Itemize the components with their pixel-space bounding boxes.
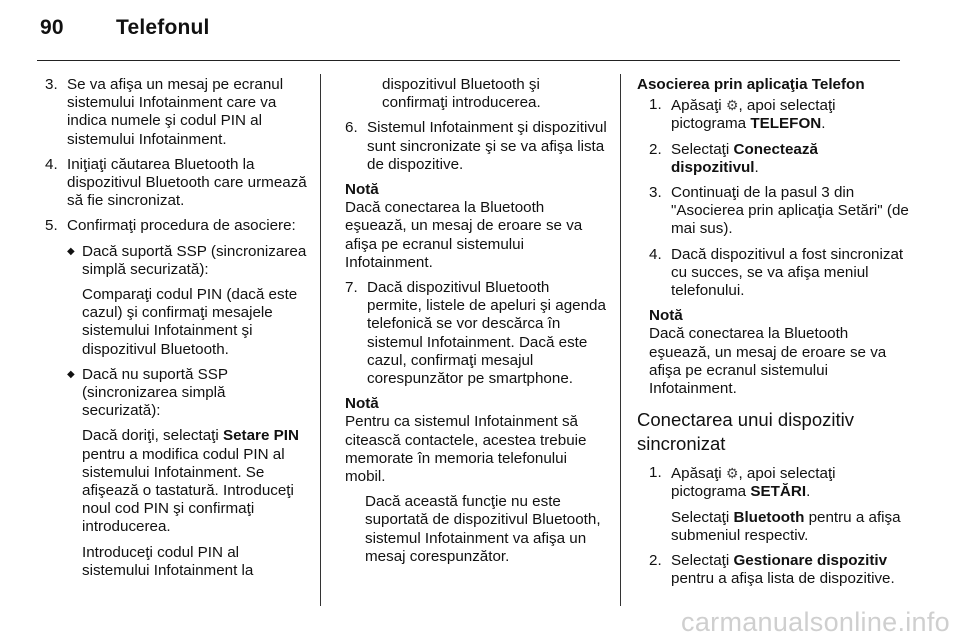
setari-label: SETĂRI xyxy=(750,483,807,501)
bullet-text: Dacă suportă SSP (sincronizarea simplă securizată): xyxy=(82,242,307,278)
step-5 xyxy=(45,217,307,235)
text-span: Apăsaţi xyxy=(671,97,726,115)
diamond-bullet-icon: ◆ xyxy=(67,245,75,257)
telefon-label: TELEFON xyxy=(750,115,822,133)
settings-icon: ⚙ xyxy=(725,465,739,482)
pair-step-4 xyxy=(649,246,909,301)
bullet-ssp-detail: Comparaţi codul PIN (dacă este cazul) şi confirmaţi mesajele sistemului Infotainment şi dispozitivul Bluetooth. xyxy=(82,286,298,358)
bullet-no-ssp xyxy=(45,366,307,421)
step-text: Sistemul Infotainment şi dispozitivul sunt sincronizate şi se va afişa lista de dispozitive. xyxy=(367,119,607,173)
text-span: Selectaţi xyxy=(671,508,734,526)
connect-step-1-detail xyxy=(649,509,909,545)
bullet-ssp xyxy=(45,243,307,279)
text-span: Apăsaţi xyxy=(671,465,726,483)
step-3 xyxy=(45,76,307,149)
connect-step-1 xyxy=(649,464,909,501)
step-7 xyxy=(345,279,607,388)
note-heading: Notă xyxy=(345,181,379,199)
pair-step-3 xyxy=(649,184,909,239)
note-indented-text: Dacă această funcţie nu este suportată de dispozitivul Bluetooth, sistemul Infotainment va afişa un mesaj corespunzător. xyxy=(365,493,601,565)
bullet-text: Dacă nu suportă SSP (sincronizarea simplă securizată): xyxy=(82,365,228,420)
column-3 xyxy=(637,76,909,595)
column-divider-2 xyxy=(620,74,621,606)
text-span: , apoi selectaţi pictograma xyxy=(671,465,836,501)
step-number: 2. xyxy=(649,552,662,570)
step-text: Iniţiaţi căutarea Bluetooth la dispozitivul Bluetooth care urmează să fie sincronizat. xyxy=(67,155,307,210)
step-text: Confirmaţi procedura de asociere: xyxy=(67,217,296,235)
text-span: . xyxy=(806,483,811,501)
column-1 xyxy=(45,76,307,587)
text-span: Selectaţi xyxy=(671,140,734,158)
diamond-bullet-icon: ◆ xyxy=(67,368,75,380)
pair-step-2 xyxy=(649,141,909,177)
step-text: Continuaţi de la pasul 3 din "Asocierea prin aplicaţia Setări" (de mai sus). xyxy=(671,184,909,238)
note-text: Dacă conectarea la Bluetooth eşuează, un mesaj de eroare se va afişa pe ecranul sistemului Infotainment. xyxy=(345,199,583,271)
section-heading: Asocierea prin aplicaţia Telefon xyxy=(637,76,865,93)
text-span: Dacă doriţi, selectaţi xyxy=(82,427,223,445)
step-text: Dacă dispozitivul Bluetooth permite, listele de apeluri şi agenda telefonică se vor descărca în sistemul Infotainment. Dacă este cazul, confirmaţi mesajul corespunzător pe smartphone. xyxy=(367,279,606,388)
step-number: 6. xyxy=(345,119,358,137)
step-6 xyxy=(345,119,607,174)
setare-pin-label: Setare PIN xyxy=(222,427,299,445)
step-text: Se va afişa un mesaj pe ecranul sistemului Infotainment care va indica numele şi codul PIN al sistemului Infotainment. xyxy=(67,76,284,148)
step-number: 2. xyxy=(649,140,662,158)
column-divider-1 xyxy=(320,74,321,606)
bullet-no-ssp-detail-2: Introduceţi codul PIN al sistemului Infotainment la xyxy=(82,543,254,579)
page-title: Telefonul xyxy=(116,16,210,39)
section-title: Conectarea unui dispozitiv sincronizat xyxy=(637,409,854,455)
text-span: Selectaţi xyxy=(671,552,734,570)
step-number: 4. xyxy=(45,155,58,173)
step-number: 1. xyxy=(649,464,662,482)
step-number: 3. xyxy=(649,184,662,202)
text-span: . xyxy=(754,158,759,176)
watermark: carmanualsonline.info xyxy=(681,607,950,637)
step-number: 3. xyxy=(45,76,58,93)
settings-icon: ⚙ xyxy=(725,97,739,114)
text-span: pentru a modifica codul PIN al sistemului Infotainment. Se afişează o tastatură. Introduceţi noul cod PIN şi confirmaţi introducerea. xyxy=(82,445,294,536)
text-span: pentru a afişa lista de dispozitive. xyxy=(671,570,895,588)
step-text: Dacă dispozitivul a fost sincronizat cu succes, se va afişa meniul telefonului. xyxy=(671,245,904,300)
page-number: 90 xyxy=(40,16,64,39)
step-number: 1. xyxy=(649,96,662,114)
manage-device-label: Gestionare dispozitiv xyxy=(733,552,888,570)
text-span: pentru a afişa submeniul respectiv. xyxy=(671,508,901,544)
header-rule xyxy=(37,60,900,61)
step-number: 7. xyxy=(345,279,358,297)
step-4 xyxy=(45,156,307,211)
note-heading: Notă xyxy=(649,307,683,325)
step-number: 4. xyxy=(649,245,662,263)
step-number: 5. xyxy=(45,217,58,235)
pair-step-1 xyxy=(649,96,909,133)
bluetooth-label: Bluetooth xyxy=(733,508,805,526)
text-span: . xyxy=(821,115,826,133)
text-span: , apoi selectaţi pictograma xyxy=(671,97,836,133)
column-2 xyxy=(345,76,607,573)
note-text: Pentru ca sistemul Infotainment să citească contactele, acestea trebuie memorate în memoria telefonului mobil. xyxy=(345,413,587,486)
connect-device-label: Conectează dispozitivul xyxy=(671,140,818,176)
continued-text: dispozitivul Bluetooth şi confirmaţi introducerea. xyxy=(382,76,541,112)
note-text: Dacă conectarea la Bluetooth eşuează, un mesaj de eroare se va afişa pe ecranul sistemului Infotainment. xyxy=(649,325,887,398)
bullet-no-ssp-detail xyxy=(45,427,307,536)
connect-step-2 xyxy=(649,552,909,588)
note-heading: Notă xyxy=(345,395,379,413)
page-header xyxy=(40,16,210,40)
